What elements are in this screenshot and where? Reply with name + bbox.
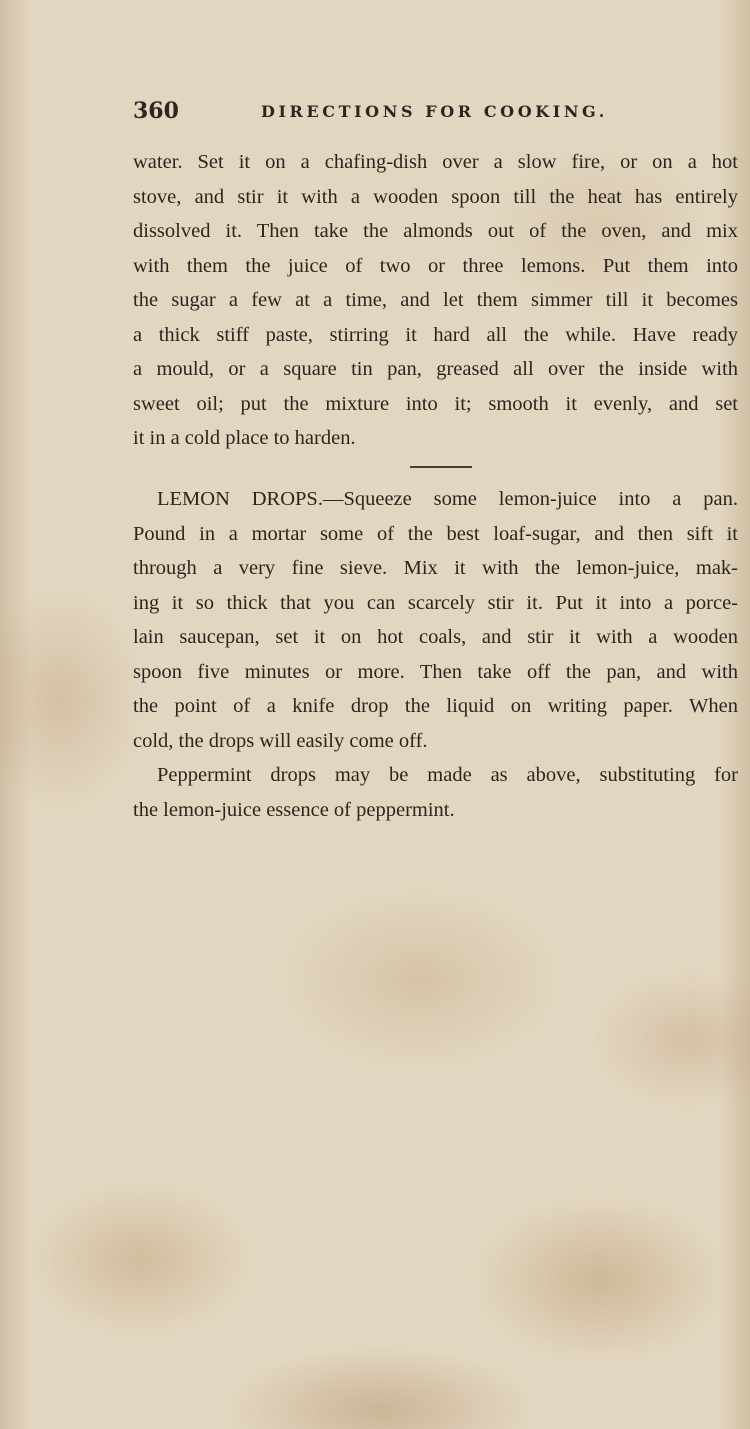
text-line-recipe-heading: LEMON DROPS.—Squeeze some lemon-juice into a pan. — [157, 488, 738, 510]
text-line: cold, the drops will easily come off. — [133, 729, 428, 752]
text-line: the lemon-juice essence of peppermint. — [133, 798, 455, 821]
paragraph-lemon-drops — [133, 482, 738, 758]
text-line: the sugar a few at a time, and let them simmer till it becomes — [133, 289, 738, 311]
text-line: Peppermint drops may be made as above, substituting for — [157, 764, 738, 786]
text-line: Pound in a mortar some of the best loaf-sugar, and then sift it — [133, 522, 738, 545]
text-line: it in a cold place to harden. — [133, 427, 356, 449]
text-line: with them the juice of two or three lemons. Put them into — [133, 254, 738, 277]
text-line: sweet oil; put the mixture into it; smooth it evenly, and set — [133, 392, 738, 415]
paragraph-almond-continuation — [133, 145, 738, 456]
text-line: dissolved it. Then take the almonds out of the oven, and mix — [133, 220, 738, 242]
text-line: a mould, or a square tin pan, greased all over the inside with — [133, 358, 738, 380]
text-line: through a very fine sieve. Mix it with the lemon-juice, mak- — [133, 557, 738, 579]
page-header — [133, 98, 733, 128]
page-number: 360 — [133, 98, 179, 124]
text-line: ing it so thick that you can scarcely stir it. Put it into a porce- — [133, 591, 738, 614]
paragraph-peppermint-drops — [133, 758, 738, 827]
text-line: lain saucepan, set it on hot coals, and stir it with a wooden — [133, 626, 738, 648]
text-line: a thick stiff paste, stirring it hard all the while. Have ready — [133, 323, 738, 346]
text-line: stove, and stir it with a wooden spoon till the heat has entirely — [133, 185, 738, 208]
text-line: water. Set it on a chafing-dish over a slow fire, or on a hot — [133, 151, 738, 173]
section-divider — [410, 466, 472, 468]
running-head: DIRECTIONS FOR COOKING. — [261, 102, 608, 121]
text-line: the point of a knife drop the liquid on writing paper. When — [133, 695, 738, 717]
text-line: spoon five minutes or more. Then take off the pan, and with — [133, 660, 738, 683]
